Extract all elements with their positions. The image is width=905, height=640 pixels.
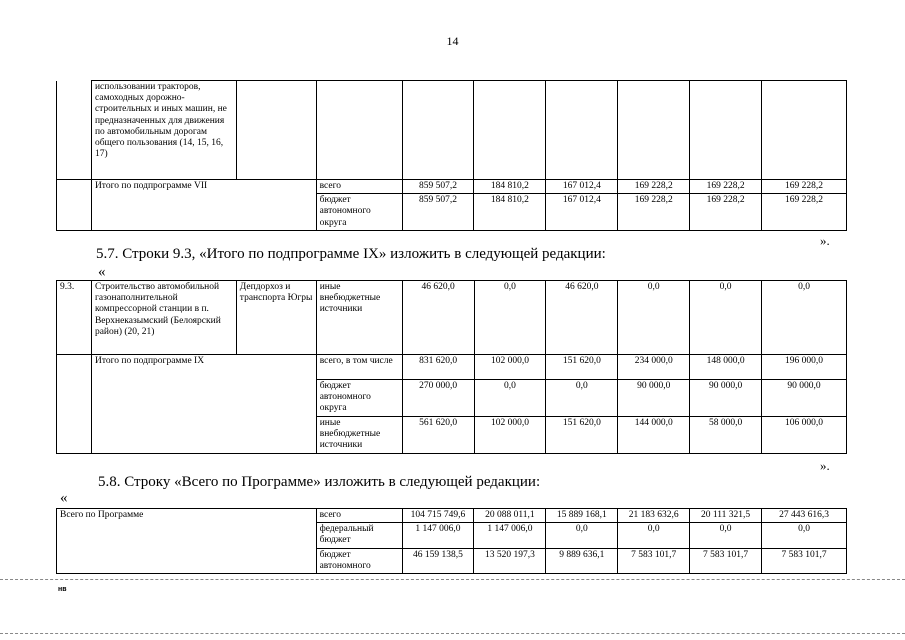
value-cell: 46 159 138,5 (402, 548, 474, 573)
value-cell: 102 000,0 (474, 417, 546, 454)
value-cell: 27 443 616,3 (762, 509, 847, 523)
value-cell: 90 000,0 (690, 380, 762, 417)
value-cell: 0,0 (474, 380, 546, 417)
row-number (57, 355, 92, 454)
value-cell: 102 000,0 (474, 355, 546, 380)
value-cell: 0,0 (762, 281, 847, 355)
table-subprogram-vii (56, 80, 847, 231)
value-cell: 7 583 101,7 (618, 548, 690, 573)
row-number (57, 81, 92, 180)
value-cell: 1 147 006,0 (402, 523, 474, 548)
value-cell: 561 620,0 (402, 417, 474, 454)
value-cell: 58 000,0 (690, 417, 762, 454)
row-name: Итого по подпрограмме VII (91, 180, 316, 231)
value-cell: 90 000,0 (762, 380, 847, 417)
closing-quote: ». (820, 233, 830, 248)
table-row (57, 509, 847, 523)
opening-quote: « (98, 264, 106, 280)
value-cell: 184 810,2 (474, 180, 546, 194)
row-source: бюджет автономного округа (316, 380, 402, 417)
value-cell: 1 147 006,0 (474, 523, 546, 548)
value-cell: 46 620,0 (402, 281, 474, 355)
value-cell: 859 507,2 (402, 194, 474, 231)
value-cell: 169 228,2 (762, 180, 847, 194)
page-number: 14 (446, 34, 459, 48)
value-cell: 831 620,0 (402, 355, 474, 380)
row-source: всего (316, 180, 402, 194)
row-executor (236, 81, 316, 180)
row-number: 9.3. (57, 281, 92, 355)
value-cell: 21 183 632,6 (618, 509, 690, 523)
value-cell: 0,0 (762, 523, 847, 548)
row-executor: Депдорхоз и транспорта Югры (236, 281, 316, 355)
value-cell: 169 228,2 (690, 180, 762, 194)
value-cell: 234 000,0 (618, 355, 690, 380)
value-cell (546, 81, 618, 180)
scan-artifact-line (0, 633, 905, 634)
row-source: иные внебюджетные источники (316, 417, 402, 454)
paragraph-5-7: 5.7. Строки 9.3, «Итого по подпрограмме IX» изложить в следующей редакции: (96, 246, 606, 262)
value-cell: 20 111 321,5 (690, 509, 762, 523)
value-cell: 7 583 101,7 (762, 548, 847, 573)
table-row (57, 281, 847, 355)
value-cell: 169 228,2 (618, 180, 690, 194)
row-source: всего (316, 509, 402, 523)
row-name: Итого по подпрограмме IX (91, 355, 316, 454)
value-cell: 0,0 (690, 523, 762, 548)
value-cell: 270 000,0 (402, 380, 474, 417)
value-cell: 151 620,0 (546, 355, 618, 380)
paragraph-5-8: 5.8. Строку «Всего по Программе» изложить в следующей редакции: (98, 474, 541, 490)
row-source: всего, в том числе (316, 355, 402, 380)
value-cell: 0,0 (618, 281, 690, 355)
value-cell: 15 889 168,1 (546, 509, 618, 523)
value-cell: 169 228,2 (690, 194, 762, 231)
value-cell: 0,0 (546, 380, 618, 417)
value-cell: 148 000,0 (690, 355, 762, 380)
row-source: бюджет автономного округа (316, 194, 402, 231)
value-cell: 0,0 (546, 523, 618, 548)
table-row (57, 180, 847, 194)
value-cell (618, 81, 690, 180)
value-cell: 144 000,0 (618, 417, 690, 454)
value-cell: 859 507,2 (402, 180, 474, 194)
row-name: Всего по Программе (57, 509, 317, 574)
value-cell: 0,0 (474, 281, 546, 355)
table-row (57, 81, 847, 180)
scan-artifact-line (0, 579, 905, 580)
value-cell: 46 620,0 (546, 281, 618, 355)
row-number (57, 180, 92, 231)
table-subprogram-ix (56, 280, 847, 454)
value-cell: 169 228,2 (762, 194, 847, 231)
value-cell: 20 088 011,1 (474, 509, 546, 523)
value-cell: 184 810,2 (474, 194, 546, 231)
value-cell: 169 228,2 (618, 194, 690, 231)
footnote-initials: нв (58, 586, 67, 593)
closing-quote: ». (820, 458, 830, 473)
row-source: иные внебюджетные источники (316, 281, 402, 355)
value-cell: 7 583 101,7 (690, 548, 762, 573)
value-cell (690, 81, 762, 180)
value-cell (762, 81, 847, 180)
value-cell (402, 81, 474, 180)
value-cell: 167 012,4 (546, 194, 618, 231)
value-cell: 13 520 197,3 (474, 548, 546, 573)
table-program-total (56, 508, 847, 574)
row-name: Строительство автомобильной газонаполнительной компрессорной станции в п. Верхнеказымский (Белоярский район) (20, 21) (91, 281, 236, 355)
value-cell: 90 000,0 (618, 380, 690, 417)
value-cell: 104 715 749,6 (402, 509, 474, 523)
value-cell: 196 000,0 (762, 355, 847, 380)
row-name: использовании тракторов, самоходных дорожно-строительных и иных машин, не предназначенных для движения по автомобильным дорогам общего пользования (14, 15, 16, 17) (91, 81, 236, 180)
value-cell: 106 000,0 (762, 417, 847, 454)
value-cell: 151 620,0 (546, 417, 618, 454)
row-source (316, 81, 402, 180)
value-cell: 167 012,4 (546, 180, 618, 194)
value-cell (474, 81, 546, 180)
value-cell: 9 889 636,1 (546, 548, 618, 573)
opening-quote: « (60, 490, 68, 506)
row-source: бюджет автономного (316, 548, 402, 573)
table-row (57, 355, 847, 380)
row-source: федеральный бюджет (316, 523, 402, 548)
value-cell: 0,0 (618, 523, 690, 548)
value-cell: 0,0 (690, 281, 762, 355)
